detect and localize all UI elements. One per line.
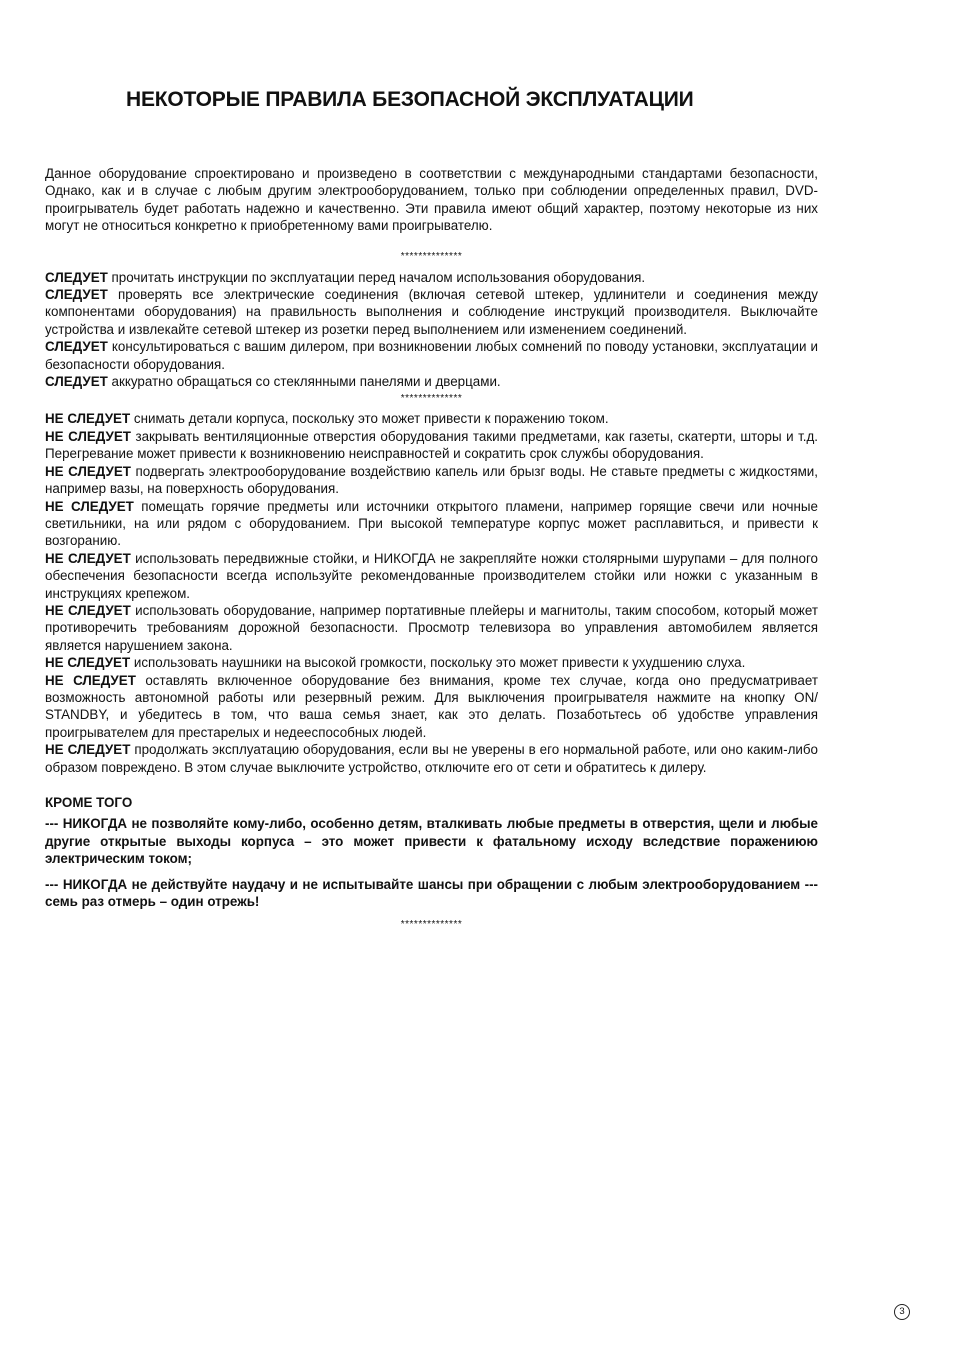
separator: **************: [400, 919, 463, 931]
dont-rule-text: использовать оборудование, например портативные плейеры и магнитолы, таким способом, который может противоречить требованиям дорожной безопасности. Просмотр телевизора во управления автомобилем является является нарушением закона.: [45, 602, 818, 653]
document-body: [45, 165, 818, 936]
do-keyword: СЛЕДУЕТ: [45, 269, 108, 285]
do-rule-text: прочитать инструкции по эксплуатации перед началом использования оборудования.: [111, 269, 646, 285]
dont-rule: [45, 654, 818, 671]
dont-keyword: НЕ СЛЕДУЕТ: [45, 411, 131, 427]
dont-keyword: НЕ СЛЕДУЕТ: [45, 463, 131, 479]
do-rule: [45, 286, 818, 338]
dont-rule: [45, 602, 818, 654]
dont-rule-text: использовать наушники на высокой громкости, поскольку это может привести к ухудшению слуха.: [133, 655, 746, 671]
dont-rule-text: продолжать эксплуатацию оборудования, если вы не уверены в его нормальной работе, или оно каким-либо образом повреждено. В этом случае выключите устройство, отключите его от сети и обратитесь к дилеру.: [45, 742, 818, 775]
do-rule-text: консультироваться с вашим дилером, при возникновении любых сомнений по поводу установки, эксплуатации и безопасности оборудования.: [45, 339, 818, 372]
do-rule-text: аккуратно обращаться со стеклянными панелями и дверцами.: [111, 374, 501, 390]
page-number: 3: [894, 1304, 910, 1320]
warning-paragraph: --- НИКОГДА не действуйте наудачу и не испытывайте шансы при обращении с любым электрооборудованием --- семь раз отмерь – один отрежь!: [45, 876, 818, 910]
dont-keyword: НЕ СЛЕДУЕТ: [45, 428, 131, 444]
do-rule: [45, 373, 818, 390]
warning-paragraph: --- НИКОГДА не позволяйте кому-либо, особенно детям, вталкивать любые предметы в отверстия, щели и любые другие открытые выходы корпуса – это может привести к фатальному исходу вследствие поражениюю электрическим током;: [45, 816, 818, 867]
separator: **************: [400, 393, 463, 405]
dont-rule-text: помещать горячие предметы или источники открытого пламени, например горящие свечи или ночные светильники, на или рядом с оборудованием. При высокой температуре корпус может расплавиться, и привести к возгоранию.: [45, 498, 818, 549]
dont-rule: [45, 498, 818, 550]
do-rule-text: проверять все электрические соединения (включая сетевой штекер, удлинители и соединения между компонентами оборудования) на правильность выполнения и соблюдение инструкций производителя. Выключайте устройства и извлекайте сетевой штекер из розетки перед выполнением или изменением соединений.: [45, 287, 818, 337]
dont-keyword: НЕ СЛЕДУЕТ: [45, 672, 136, 688]
dont-keyword: НЕ СЛЕДУЕТ: [45, 742, 131, 758]
do-keyword: СЛЕДУЕТ: [45, 287, 108, 303]
page-title: НЕКОТОРЫЕ ПРАВИЛА БЕЗОПАСНОЙ ЭКСПЛУАТАЦИИ: [126, 88, 694, 111]
also-heading: КРОМЕ ТОГО: [45, 795, 133, 810]
dont-keyword: НЕ СЛЕДУЕТ: [45, 498, 134, 514]
dont-rule-text: использовать передвижные стойки, и НИКОГДА не закрепляйте ножки столярными шурупами – для полного обеспечения безопасности всегда используйте рекомендованные производителем стойки или ножки с указанным в инструкциях крепежом.: [45, 550, 818, 601]
dont-rule-text: подвергать электрооборудование воздействию капель или брызг воды. Не ставьте предметы с жидкостями, например вазы, на поверхность оборудования.: [45, 463, 818, 497]
dont-rule: [45, 428, 818, 463]
dont-rule: [45, 672, 818, 742]
dont-rule: [45, 550, 818, 602]
dont-rule-text: закрывать вентиляционные отверстия оборудования такими предметами, как газеты, скатерти, шторы и т.д. Перегревание может привести к возникновению неисправностей и сократить срок службы оборудования.: [45, 428, 818, 462]
dont-keyword: НЕ СЛЕДУЕТ: [45, 655, 131, 671]
dont-rule-text: снимать детали корпуса, поскольку это может привести к поражению током.: [133, 411, 609, 427]
dont-rule: [45, 463, 818, 498]
dont-rule: [45, 741, 818, 776]
dont-rule: [45, 410, 818, 427]
do-keyword: СЛЕДУЕТ: [45, 339, 108, 355]
dont-keyword: НЕ СЛЕДУЕТ: [45, 550, 131, 566]
do-rule: [45, 269, 818, 286]
intro-paragraph: Данное оборудование спроектировано и произведено в соответствии с международными стандартами безопасности, Однако, как и в случае с любым другим электрооборудованием, только при соблюдении определенных правил, DVD-проигрыватель будет работать надежно и качественно. Эти правила имеют общий характер, поэтому некоторые из них могут не относиться конкретно к приобретенному вами проигрывателю.: [45, 166, 818, 234]
dont-keyword: НЕ СЛЕДУЕТ: [45, 602, 131, 618]
dont-rule-text: оставлять включенное оборудование без внимания, кроме тех случае, когда оно предусматривает возможность автономной работы или резервный режим. Для выключения проигрывателя нажмите на кнопку ON/ STANDBY, и убедитесь в том, что ваша семья знает, как это делать. Позаботьтесь об удобстве управления проигрывателем для престарелых и недееспособных людей.: [45, 672, 818, 740]
do-keyword: СЛЕДУЕТ: [45, 374, 108, 390]
do-rule: [45, 338, 818, 373]
separator: **************: [400, 250, 463, 262]
